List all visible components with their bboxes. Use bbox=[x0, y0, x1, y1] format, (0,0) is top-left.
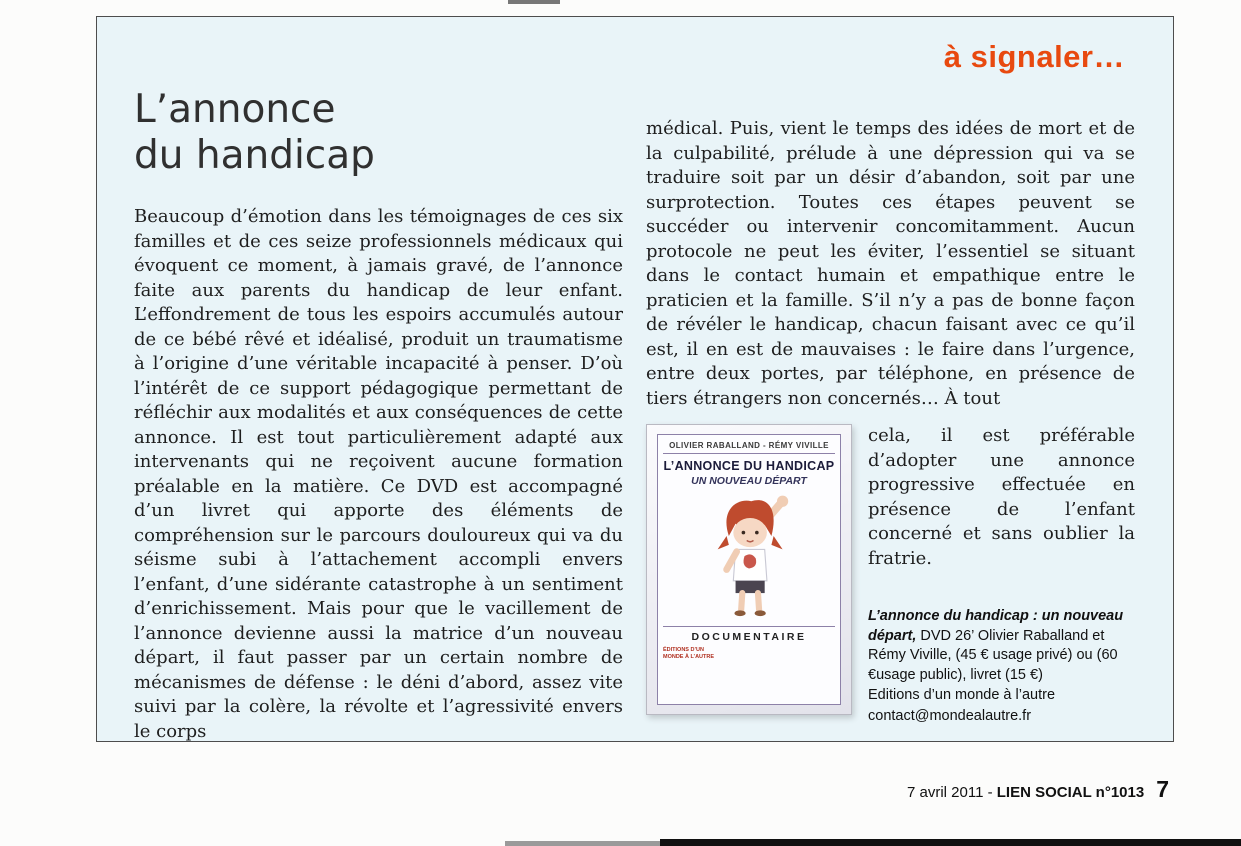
dvd-caption bbox=[868, 607, 1135, 726]
left-column bbox=[134, 87, 623, 744]
article-title bbox=[134, 87, 623, 179]
magazine-page bbox=[96, 16, 1174, 742]
article-title-line1: L’annonce bbox=[134, 87, 336, 132]
caption-publisher: Editions d’un monde à l’autre bbox=[868, 687, 1056, 703]
caption-details: DVD 26’ Olivier Raballand et Rémy Viville, (45 € usage privé) ou (60 €usage public), livret (15 €) bbox=[868, 627, 1118, 683]
scan-artifact-top bbox=[508, 0, 560, 4]
caption-contact-email: contact@mondealautre.fr bbox=[868, 707, 1032, 724]
dvd-cover-image bbox=[646, 424, 852, 715]
dvd-title: L’ANNONCE DU HANDICAP bbox=[663, 459, 835, 473]
wrap-text-column bbox=[868, 424, 1135, 726]
dvd-illustration bbox=[693, 491, 805, 624]
footer-magazine-title: LIEN SOCIAL n°1013 bbox=[996, 784, 1145, 801]
article-text-left: Beaucoup d’émotion dans les témoignages de ces six familles et de ces seize professionnels médicaux qui évoquent ce moment, à jamais gravé, de l’annonce faite aux parents du handicap de leur enfant. L’effondrement de tous les espoirs accumulés autour de ce bébé rêvé et idéalisé, produit un traumatisme à l’origine d’une véritable incapacité à penser. D’où l’intérêt de ce support pédagogique permettant de réfléchir aux modalités et aux conséquences de cette annonce. Il est tout particulièrement adapté aux intervenants qui ne reçoivent aucune formation préalable en la matière. Ce DVD est accompagné d’un livret qui apporte des éléments de compréhension sur le parcours douloureux qui va du séisme subi à l’attachement accompli envers l’enfant, d’une sidérante catastrophe à un sentiment d’enrichissement. Mais pour que le vacillement de l’annonce devienne aussi la matrice d’un nouveau départ, il faut passer par un certain nombre de mécanismes de défense : le déni d’abord, assez vite suivi par la colère, la révolte et l’agressivité envers le corps bbox=[134, 206, 623, 742]
dvd-cover-inner bbox=[657, 434, 841, 705]
image-and-text-row bbox=[646, 424, 1135, 726]
article-text-right-top: médical. Puis, vient le temps des idées de mort et de la culpabilité, prélude à une dépression qui va se traduire soit par un désir d’abandon, soit par une surprotection. Toutes ces étapes peuvent se succéder ou intervenir concomitamment. Aucun protocole ne peut les éviter, l’essentiel se situant dans le contact humain et empathique entre le praticien et la famille. S’il n’y a pas de bonne façon de révéler le handicap, chacun faisant avec ce qu’il est, il en est de mauvaises : le faire dans l’urgence, entre deux portes, par téléphone, en présence de tiers étrangers non concernés… À tout bbox=[646, 118, 1135, 409]
dvd-genre: DOCUMENTAIRE bbox=[663, 626, 835, 643]
child-drawing-icon bbox=[693, 491, 805, 619]
article-title-line2: du handicap bbox=[134, 133, 375, 178]
section-header: à signaler… bbox=[943, 39, 1125, 74]
caption-paragraph bbox=[868, 607, 1135, 685]
article-text-right-wrap: cela, il est préférable d’adopter une annonce progressive effectuée en présence de l’enfant concerné et sans oublier la fratrie. bbox=[868, 425, 1135, 569]
page-footer bbox=[907, 776, 1169, 803]
dvd-publisher-logo: ÉDITIONS D’UN MONDE À L’AUTRE bbox=[663, 647, 715, 660]
right-column bbox=[646, 117, 1135, 726]
dvd-subtitle: UN NOUVEAU DÉPART bbox=[691, 475, 807, 487]
scan-artifact-bar-black bbox=[660, 839, 1241, 846]
footer-date: 7 avril 2011 - bbox=[907, 784, 997, 801]
footer-page-number: 7 bbox=[1156, 776, 1169, 802]
dvd-authors: OLIVIER RABALLAND - RÉMY VIVILLE bbox=[663, 441, 835, 454]
scan-artifact-bar-gray bbox=[505, 841, 660, 846]
caption-title: L’annonce du handicap : un nouveau départ, bbox=[868, 608, 1124, 644]
